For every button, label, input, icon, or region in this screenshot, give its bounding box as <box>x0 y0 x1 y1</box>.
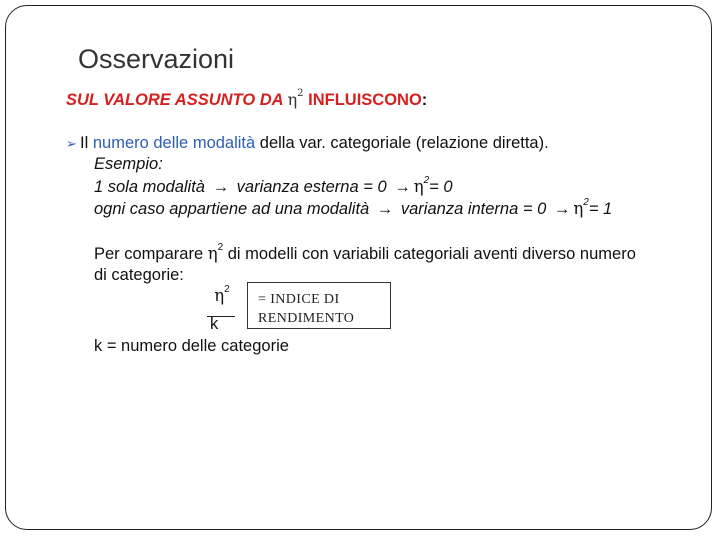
slide-title: Osservazioni <box>78 44 235 74</box>
right-arrow-icon: → <box>376 200 394 218</box>
definition-line: k = numero delle categorie <box>94 337 289 355</box>
right-arrow-icon: → <box>212 178 230 196</box>
example-line-2: ogni caso appartiene ad una modalità → varianza interna = $0 \to \eta^2= 1$ <box>94 197 613 218</box>
section-heading <box>66 90 427 110</box>
heading-colon: : <box>421 91 428 109</box>
heading-part1: SUL VALORE ASSUNTO DA <box>66 91 288 109</box>
fraction-numerator: $\eta^2$ <box>214 284 230 305</box>
bullet-highlight: numero delle modalità <box>92 134 256 152</box>
compare-line-2: di categorie: <box>94 266 184 284</box>
right-arrow-icon: → <box>394 178 411 196</box>
compare-line-1: Per comparare $\eta^2$ di modelli con variabili categoriali aventi diverso numero <box>94 242 636 263</box>
example-label: Esempio: <box>94 155 163 173</box>
index-box-line-2: RENDIMENTO <box>258 311 355 326</box>
arrow-bullet-icon: ➢ <box>66 136 77 151</box>
index-box-line-1: = INDICE DI <box>258 292 340 307</box>
bullet-pre: Il <box>80 134 93 152</box>
bullet-item <box>66 134 549 153</box>
heading-eta: $\eta^2$ <box>287 88 304 109</box>
example-line-1: 1 sola modalità → varianza esterna = $0 \to \eta^2= 0$ <box>94 175 453 196</box>
index-box <box>247 282 391 329</box>
fraction-denominator: k <box>210 315 219 333</box>
right-arrow-icon: → <box>553 200 571 218</box>
bullet-post: della var. categoriale (relazione diretta). <box>255 134 549 152</box>
heading-part2: INFLUISCONO <box>303 91 422 109</box>
